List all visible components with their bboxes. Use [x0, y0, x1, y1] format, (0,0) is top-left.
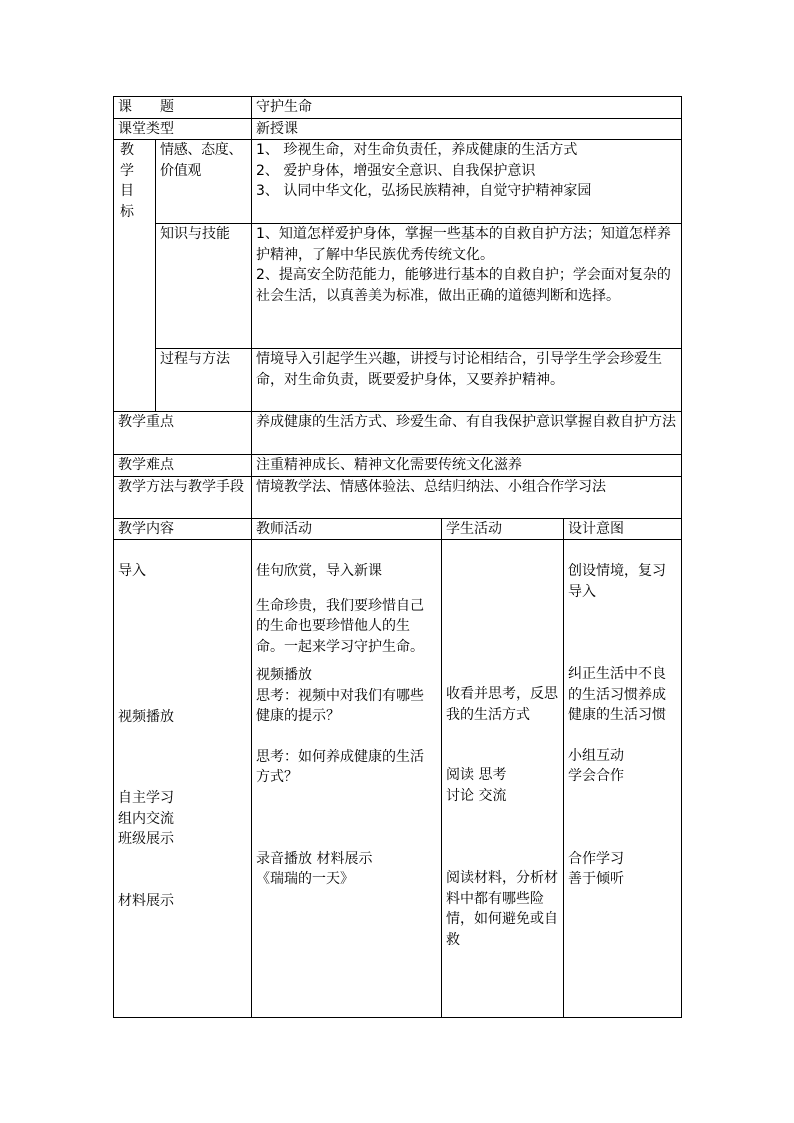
student-video: 收看并思考，反思我的生活方式 [446, 686, 558, 723]
teacher-video: 视频播放 [256, 667, 312, 683]
content-study: 班级展示 [118, 831, 174, 847]
knowledge-content [252, 224, 682, 349]
goal-emotion-row [114, 140, 682, 224]
teacher-intro-detail: 生命珍贵，我们要珍惜自己的生命也要珍惜他人的生命。一起来学习守护生命。 [256, 597, 424, 655]
goal-process-row [114, 349, 682, 412]
content-study: 组内交流 [118, 810, 174, 827]
teacher-video-question: 思考：视频中对我们有哪些健康的提示？ [256, 687, 424, 724]
emotion-label: 情感、态度、价值观 [156, 140, 252, 224]
column-header-row [114, 518, 682, 540]
teacher-intro: 佳句欣赏，导入新课 [256, 563, 382, 579]
methods-label: 教学方法与教学手段 [114, 476, 252, 518]
content-intro: 导入 [118, 563, 146, 579]
student-material: 阅读材料，分析材料中都有哪些险情，如何避免或自救 [446, 870, 558, 948]
topic-row [114, 97, 682, 119]
difficulty-row [114, 455, 682, 477]
key-point-row [114, 412, 682, 455]
lesson-plan-table [113, 96, 682, 1018]
teacher-study: 思考：如何养成健康的生活方式？ [256, 748, 424, 785]
process-label: 过程与方法 [156, 349, 252, 412]
goal-label-char: 目 [120, 183, 134, 199]
content-video: 视频播放 [118, 708, 174, 725]
topic-label: 课 题 [114, 97, 252, 119]
knowledge-para: 1、知道怎样爱护身体，掌握一些基本的自救自护方法；知道怎样养护精神，了解中华民族优秀传统文化。 [256, 226, 671, 263]
key-point-label: 教学重点 [114, 412, 252, 455]
content-column [114, 540, 252, 1018]
student-study: 阅读 思考 [446, 767, 507, 783]
intent-study: 学会合作 [568, 768, 624, 784]
intent-material: 善于倾听 [568, 871, 624, 887]
column-header: 教师活动 [252, 518, 442, 540]
student-study: 讨论 交流 [446, 787, 507, 804]
emotion-line: 2、 爱护身体，增强安全意识、自我保护意识 [256, 162, 536, 179]
process-content: 情境导入引起学生兴趣，讲授与讨论相结合，引导学生学会珍爱生命，对生命负责，既要爱护身体，又要养护精神。 [252, 349, 682, 412]
lesson-type-row [114, 118, 682, 140]
knowledge-label: 知识与技能 [156, 224, 252, 349]
activities-row [114, 540, 682, 1018]
key-point-content: 养成健康的生活方式、珍爱生命、有自我保护意识掌握自救自护方法 [252, 412, 682, 455]
topic-value: 守护生命 [252, 97, 682, 119]
content-material: 材料展示 [118, 892, 174, 909]
column-header: 教学内容 [114, 518, 252, 540]
goal-label-char: 学 [120, 162, 134, 179]
emotion-line: 3、 认同中华文化，弘扬民族精神，自觉守护精神家园 [256, 183, 592, 199]
goal-label-char: 教 [120, 142, 134, 158]
emotion-line: 1、 珍视生命，对生命负责任，养成健康的生活方式 [256, 142, 578, 158]
student-column [442, 540, 564, 1018]
content-study: 自主学习 [118, 790, 174, 806]
column-header: 学生活动 [442, 518, 564, 540]
teacher-material: 录音播放 材料展示 [256, 850, 373, 867]
lesson-type-value: 新授课 [252, 118, 682, 140]
goal-knowledge-row [114, 224, 682, 349]
emotion-content [252, 140, 682, 224]
methods-row [114, 476, 682, 518]
intent-study: 小组互动 [568, 747, 624, 764]
intent-material: 合作学习 [568, 850, 624, 867]
teacher-material: 《瑞瑞的一天》 [256, 871, 354, 887]
intent-video: 纠正生活中不良的生活习惯养成健康的生活习惯 [568, 666, 666, 723]
difficulty-label: 教学难点 [114, 455, 252, 477]
goal-label-char: 标 [120, 203, 134, 220]
lesson-type-label: 课堂类型 [114, 118, 252, 140]
intent-intro: 创设情境，复习导入 [568, 563, 666, 600]
difficulty-content: 注重精神成长、精神文化需要传统文化滋养 [252, 455, 682, 477]
intent-column [564, 540, 682, 1018]
column-header: 设计意图 [564, 518, 682, 540]
teacher-column [252, 540, 442, 1018]
knowledge-para: 2、提高安全防范能力，能够进行基本的自救自护；学会面对复杂的社会生活，以真善美为标准，做出正确的道德判断和选择。 [256, 267, 671, 304]
teaching-goals-label [114, 140, 156, 412]
methods-content: 情境教学法、情感体验法、总结归纳法、小组合作学习法 [252, 476, 682, 518]
